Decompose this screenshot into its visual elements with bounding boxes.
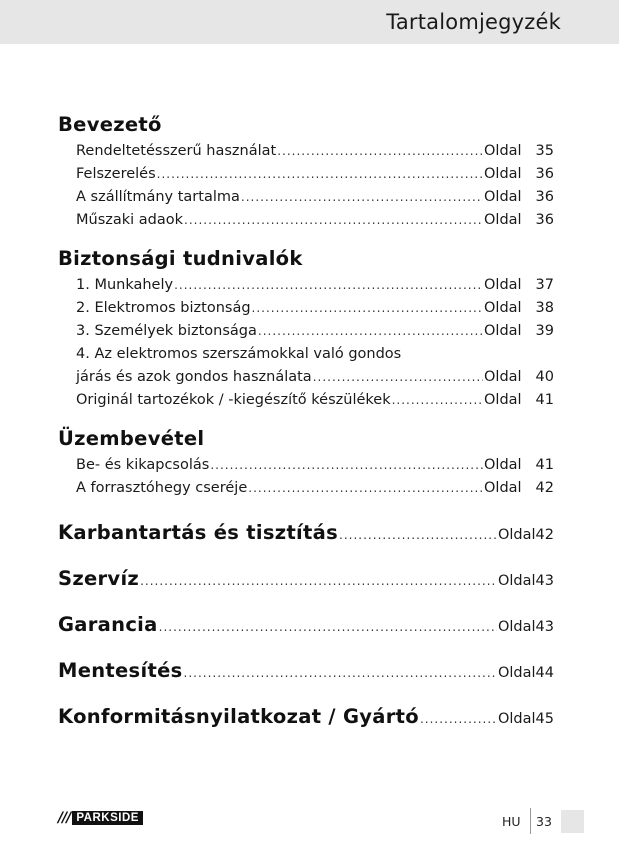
toc-entry-oldal: Oldal: [497, 665, 536, 681]
toc-entry-oldal: Oldal: [484, 189, 522, 205]
toc-entry-oldal: Oldal: [484, 300, 522, 316]
toc-entry-label: 2. Elektromos biztonság: [76, 300, 251, 316]
toc-entry[interactable]: [58, 389, 554, 412]
toc-entry-oldal: Oldal: [497, 711, 536, 727]
toc-entry-page: 42: [535, 527, 554, 543]
leader-dots: [277, 140, 483, 163]
toc-entry-page: 42: [535, 480, 554, 496]
parkside-logo: [58, 810, 143, 826]
toc-entry[interactable]: [58, 274, 554, 297]
toc-entry-page: 38: [535, 300, 554, 316]
toc-main-entry[interactable]: [58, 510, 554, 556]
toc-entry-page: 44: [535, 665, 554, 681]
leader-dots: [313, 366, 483, 389]
page-header: [0, 0, 619, 44]
toc-entry-oldal: Oldal: [484, 392, 522, 408]
toc-entry-label: Felszerelés: [76, 166, 156, 182]
toc-entry-oldal: Oldal: [484, 143, 522, 159]
section-title-uzembevetel: Üzembevétel: [58, 427, 205, 450]
toc-entry-page: 41: [535, 392, 554, 408]
toc-main-entry[interactable]: [58, 648, 554, 694]
footer-divider: [530, 808, 531, 834]
toc-entry-oldal: Oldal: [484, 212, 522, 228]
toc-entry[interactable]: [58, 140, 554, 163]
toc-entry-page: 35: [535, 143, 554, 159]
toc-main-entry-label: Mentesítés: [58, 659, 183, 682]
logo-slashes: ///: [58, 810, 71, 826]
toc-main-entry-label: Garancia: [58, 613, 158, 636]
leader-dots: [241, 186, 483, 209]
toc-entry-page: 43: [535, 573, 554, 589]
toc-entry-page: 45: [535, 711, 554, 727]
toc-entry-oldal: Oldal: [484, 166, 522, 182]
toc-entry-label: Be- és kikapcsolás: [76, 457, 210, 473]
page-title: Tartalomjegyzék: [386, 10, 561, 34]
toc-entry[interactable]: [58, 297, 554, 320]
toc-entry-oldal: Oldal: [484, 369, 522, 385]
toc-entry-label: 1. Munkahely: [76, 277, 174, 293]
toc-entry-oldal: Oldal: [484, 457, 522, 473]
toc-entry-oldal: Oldal: [484, 277, 522, 293]
toc-entry[interactable]: [58, 454, 554, 477]
language-code: HU: [502, 814, 521, 829]
leader-dots: [184, 650, 497, 696]
toc-entry-label: 3. Személyek biztonsága: [76, 323, 257, 339]
toc-entry-page: 37: [535, 277, 554, 293]
toc-entry-oldal: Oldal: [484, 480, 522, 496]
toc-entry-page: 43: [535, 619, 554, 635]
toc-entry[interactable]: [58, 209, 554, 232]
toc-main-entry[interactable]: [58, 556, 554, 602]
toc-main-entry-label: Konformitásnyilatkozat / Gyártó: [58, 705, 419, 728]
toc-entry[interactable]: [58, 186, 554, 209]
leader-dots: [339, 512, 497, 558]
toc-entry-oldal: Oldal: [497, 527, 536, 543]
toc-entry-label: A forrasztóhegy cseréje: [76, 480, 248, 496]
toc-entry[interactable]: [58, 320, 554, 343]
leader-dots: [420, 696, 497, 742]
leader-dots: [174, 274, 483, 297]
toc-entry[interactable]: [58, 477, 554, 500]
toc-main-entry-label: Karbantartás és tisztítás: [58, 521, 339, 544]
leader-dots: [392, 389, 483, 412]
toc-main-entry[interactable]: [58, 602, 554, 648]
toc-entry-oldal: Oldal: [497, 573, 536, 589]
toc-entry-page: 41: [535, 457, 554, 473]
leader-dots: [157, 163, 483, 186]
leader-dots: [258, 320, 483, 343]
toc-main-entry-label: Szervíz: [58, 567, 140, 590]
section-title-bevezeto: Bevezető: [58, 113, 162, 136]
page-tab-marker: [561, 810, 584, 833]
toc-entry-page: 36: [535, 189, 554, 205]
leader-dots: [248, 477, 483, 500]
table-of-contents: [58, 110, 554, 740]
leader-dots: [159, 604, 497, 650]
toc-entry-first-line: 4. Az elektromos szerszámokkal való gondos: [76, 346, 402, 362]
section-title-biztonsagi: Biztonsági tudnivalók: [58, 247, 303, 270]
page-number: 33: [536, 814, 552, 829]
toc-entry-label: Műszaki adaok: [76, 212, 184, 228]
logo-text: PARKSIDE: [72, 811, 143, 825]
toc-entry[interactable]: [58, 366, 554, 389]
toc-entry-label: Originál tartozékok / -kiegészítő készülékek: [76, 392, 391, 408]
leader-dots: [140, 558, 497, 604]
toc-entry-page: 36: [535, 166, 554, 182]
toc-entry-page: 40: [535, 369, 554, 385]
leader-dots: [184, 209, 483, 232]
toc-entry[interactable]: [58, 163, 554, 186]
leader-dots: [210, 454, 483, 477]
toc-entry-page: 36: [535, 212, 554, 228]
leader-dots: [252, 297, 483, 320]
toc-entry-oldal: Oldal: [484, 323, 522, 339]
toc-entry-label: Rendeltetésszerű használat: [76, 143, 277, 159]
toc-entry-label: járás és azok gondos használata: [76, 369, 312, 385]
toc-entry-label: A szállítmány tartalma: [76, 189, 240, 205]
toc-entry-oldal: Oldal: [497, 619, 536, 635]
toc-entry-page: 39: [535, 323, 554, 339]
toc-main-entry[interactable]: [58, 694, 554, 740]
